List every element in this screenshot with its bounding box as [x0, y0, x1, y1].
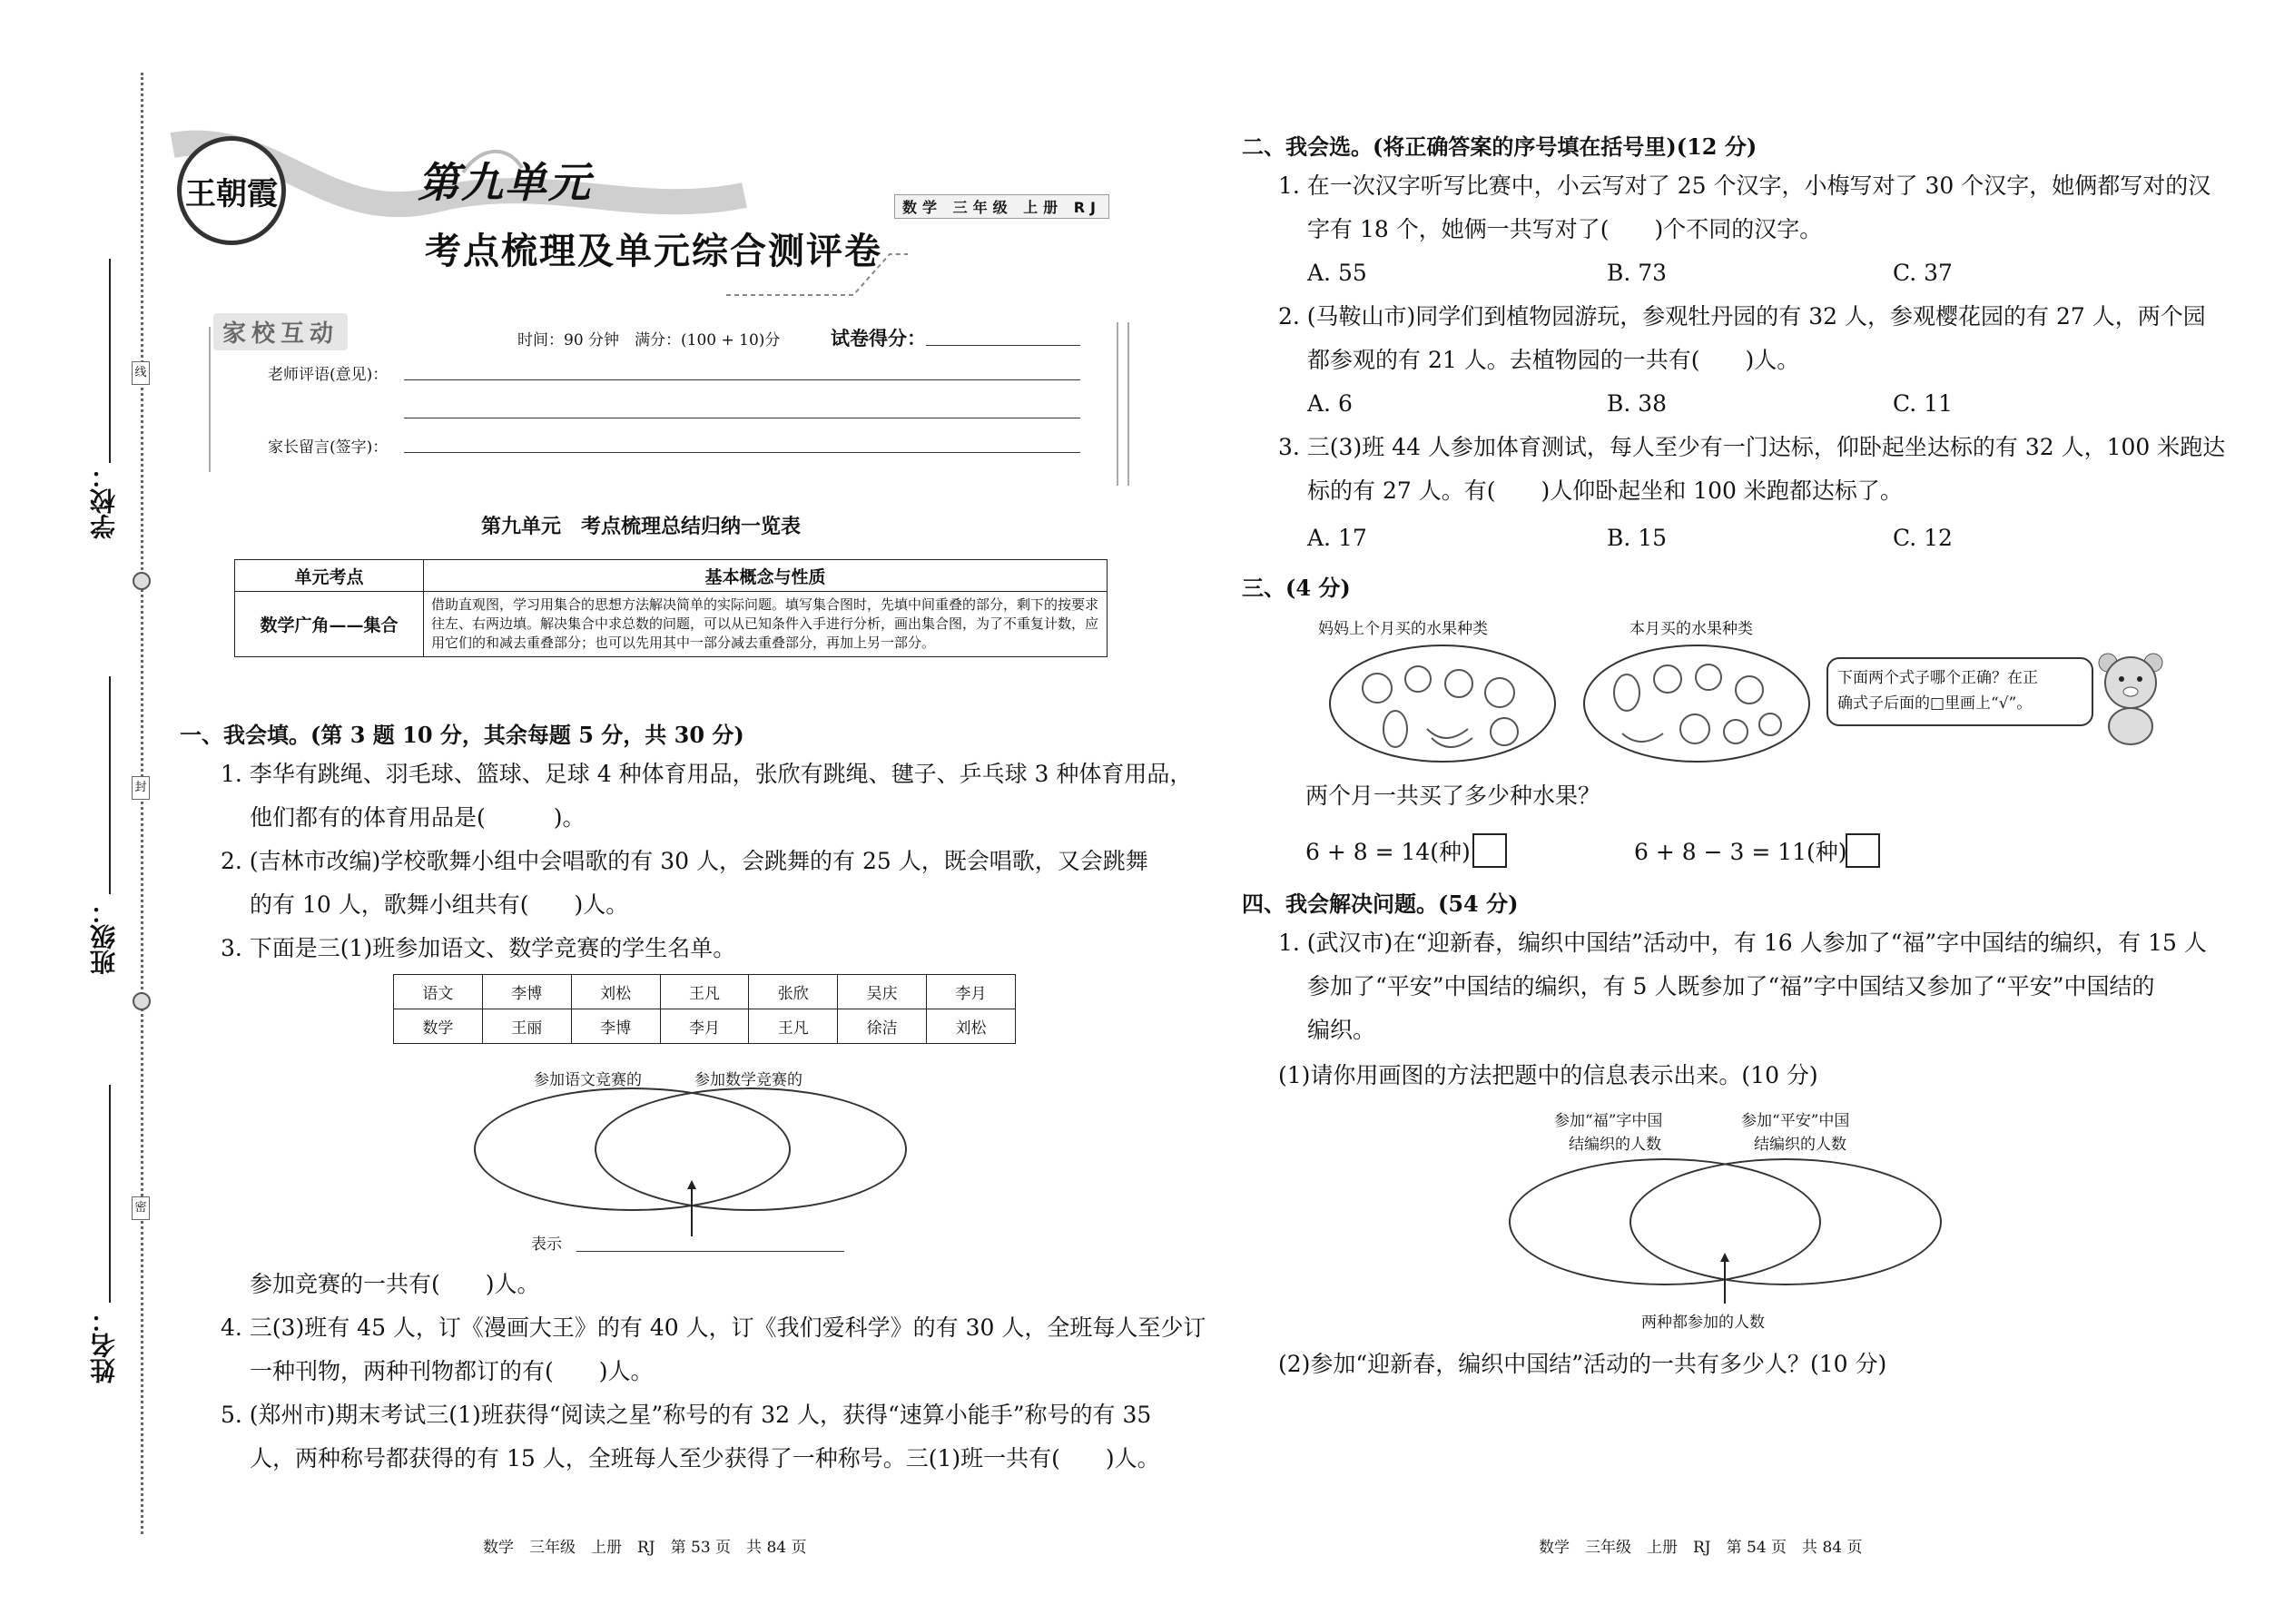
summary-content: 借助直观图，学习用集合的思想方法解决简单的实际问题。填写集合图时，先填中间重叠的部分，剩下的按要求往左、右两边填。解决集合中求总数的问题，可以从已知条件入手进行分析，画出集合图，为了不重复计数，应用它们的和减去重叠部分；也可以先用其中一部分减去重叠部分，再加上另一部分。 [424, 592, 1108, 657]
table-cell: 李月 [660, 1009, 749, 1044]
venn2-label-fu-line1: 参加“福”字中国 [1554, 1112, 1663, 1130]
class-field[interactable] [109, 676, 111, 894]
venn2-arrow-icon [1716, 1253, 1734, 1305]
table-cell: 刘松 [927, 1009, 1016, 1044]
fruit-this-month-oval [1581, 643, 1813, 765]
footer-page-54: 数学 三年级 上册 RJ 第 54 页 共 84 页 [1539, 1539, 1863, 1557]
class-label: 班级： [89, 899, 119, 975]
s4-q1-line2: 参加了“平安”中国结的编织，有 5 人既参加了“福”字中国结又参加了“平安”中国结的 [1307, 973, 2155, 999]
teacher-comment-label: 老师评语(意见)： [268, 366, 389, 384]
venn1-indicate-label: 表示 [531, 1235, 562, 1254]
s1-q1-line2: 他们都有的体育用品是( )。 [250, 804, 586, 831]
parent-comment-label: 家长留言(签字)： [268, 438, 389, 457]
s2-q3-line1: 3. 三(3)班 44 人参加体育测试，每人至少有一门达标，仰卧起坐达标的有 32 人，100 米跑达 [1278, 434, 2226, 460]
binding-hole-icon [133, 572, 151, 590]
binding-dotted-line [141, 73, 143, 1534]
table-cell: 王凡 [749, 1009, 838, 1044]
s4-sub1: (1)请你用画图的方法把题中的信息表示出来。(10 分) [1278, 1062, 1818, 1088]
table-cell: 张欣 [749, 975, 838, 1009]
venn2-label-fu-line2: 结编织的人数 [1569, 1136, 1661, 1154]
table-cell: 李月 [927, 975, 1016, 1009]
s2-q2-line1: 2. (马鞍山市)同学们到植物园游玩，参观牡丹园的有 32 人，参观樱花园的有 27 人，两个园 [1278, 303, 2206, 330]
s2-q1-line2: 字有 18 个，她俩一共写对了( )个不同的汉字。 [1307, 216, 1823, 242]
venn1-arrow-icon [683, 1180, 701, 1238]
s2-q2-line2: 都参观的有 21 人。去植物园的一共有( )人。 [1307, 347, 1800, 373]
s1-q4-line1: 4. 三(3)班有 45 人，订《漫画大王》的有 40 人，订《我们爱科学》的有 30 人，全班每人至少订 [221, 1314, 1206, 1341]
s2-q2-option-b[interactable]: B. 38 [1607, 390, 1668, 417]
s1-q5-line1: 5. (郑州市)期末考试三(1)班获得“阅读之星”称号的有 32 人，获得“速算小能手”称号的有 35 [221, 1402, 1152, 1428]
fruit-last-month-label: 妈妈上个月买的水果种类 [1318, 620, 1488, 638]
s1-q5-line2: 人，两种称号都获得的有 15 人，全班每人至少获得了一种称号。三(1)班一共有( )人。 [250, 1445, 1160, 1471]
fruit-this-month-label: 本月买的水果种类 [1629, 620, 1753, 638]
venn1-indicate-field[interactable] [576, 1251, 844, 1252]
table-cell: 徐洁 [838, 1009, 927, 1044]
unit-title: 第九单元 [418, 158, 592, 207]
publisher-logo: 王朝霞 [177, 136, 286, 245]
home-school-bracket-right [1117, 322, 1129, 486]
section3-heading: 三、(4 分) [1242, 575, 1351, 601]
table-cell: 王丽 [482, 1009, 571, 1044]
home-school-bracket [209, 327, 229, 472]
venn2-both-label: 两种都参加的人数 [1641, 1314, 1765, 1332]
table-cell: 李博 [482, 975, 571, 1009]
venn2-label-pingan-line1: 参加“平安”中国 [1741, 1112, 1850, 1130]
expression-1: 6 + 8 = 14(种) [1305, 839, 1471, 865]
teacher-comment-field[interactable] [404, 379, 1080, 380]
summary-topic: 数学广角——集合 [235, 592, 424, 657]
contest-name-table [393, 974, 1016, 1044]
s4-q1-line3: 编织。 [1307, 1017, 1376, 1043]
expression-2: 6 + 8 − 3 = 11(种) [1634, 839, 1847, 865]
summary-title: 第九单元 考点梳理总结归纳一览表 [481, 515, 802, 538]
s4-sub2: (2)参加“迎新春，编织中国结”活动的一共有多少人？(10 分) [1278, 1351, 1887, 1377]
home-school-badge: 家校互动 [213, 313, 348, 350]
s2-q2-option-a[interactable]: A. 6 [1307, 390, 1353, 417]
table-cell: 语文 [394, 975, 483, 1009]
s1-q2-line1: 2. (吉林市改编)学校歌舞小组中会唱歌的有 30 人，会跳舞的有 25 人，既会唱歌，又会跳舞 [221, 848, 1148, 874]
section2-heading: 二、我会选。(将正确答案的序号填在括号里)(12 分) [1242, 133, 1757, 160]
s2-q3-line2: 标的有 27 人。有( )人仰卧起坐和 100 米跑都达标了。 [1307, 477, 1903, 504]
venn1-label-math: 参加数学竞赛的 [694, 1071, 802, 1089]
venn2-circle-pingan[interactable] [1629, 1158, 1942, 1285]
fruit-question: 两个月一共买了多少种水果？ [1305, 782, 1601, 809]
summary-col-topic: 单元考点 [235, 560, 424, 592]
s1-q1-line1: 1. 李华有跳绳、羽毛球、篮球、足球 4 种体育用品，张欣有跳绳、毽子、乒乓球 3 种体育用品， [221, 761, 1193, 787]
s2-q1-option-a[interactable]: A. 55 [1307, 260, 1367, 286]
table-cell: 李博 [571, 1009, 660, 1044]
s2-q3-option-c[interactable]: C. 12 [1893, 525, 1953, 551]
table-cell: 吴庆 [838, 975, 927, 1009]
venn1-label-chinese: 参加语文竞赛的 [534, 1071, 642, 1089]
s1-q3-line1: 3. 下面是三(1)班参加语文、数学竞赛的学生名单。 [221, 935, 736, 961]
table-cell: 王凡 [660, 975, 749, 1009]
s2-q2-option-c[interactable]: C. 11 [1893, 390, 1953, 417]
binding-mark-seal: 封 [132, 776, 150, 800]
name-label: 姓名： [89, 1307, 119, 1383]
s2-q3-option-b[interactable]: B. 15 [1607, 525, 1668, 551]
s2-q1-option-c[interactable]: C. 37 [1893, 260, 1953, 286]
score-field[interactable] [926, 345, 1080, 346]
binding-hole-icon [133, 992, 151, 1010]
exam-title: 考点梳理及单元综合测评卷 [425, 230, 882, 272]
expression-1-checkbox[interactable] [1472, 833, 1507, 868]
s1-q3-line2: 参加竞赛的一共有( )人。 [250, 1271, 540, 1297]
score-label: 试卷得分： [831, 327, 926, 349]
binding-mark-line: 线 [132, 361, 150, 385]
hint-line2: 确式子后面的□里画上“√”。 [1837, 694, 2033, 713]
fruit-last-month-oval [1327, 643, 1559, 765]
s2-q1-line1: 1. 在一次汉字听写比赛中，小云写对了 25 个汉字，小梅写对了 30 个汉字，她俩都写对的汉 [1278, 172, 2211, 199]
parent-comment-field[interactable] [404, 452, 1080, 453]
expression-2-checkbox[interactable] [1846, 833, 1880, 868]
time-and-score: 时间：90 分钟 满分：(100 + 10)分 [517, 331, 781, 349]
section1-heading: 一、我会填。(第 3 题 10 分，其余每题 5 分，共 30 分) [180, 722, 744, 748]
s2-q3-option-a[interactable]: A. 17 [1307, 525, 1367, 551]
summary-table [234, 559, 1108, 657]
school-label: 学校： [89, 463, 119, 539]
venn1-circle-math[interactable] [595, 1088, 907, 1211]
summary-col-concept: 基本概念与性质 [424, 560, 1108, 592]
section4-heading: 四、我会解决问题。(54 分) [1242, 891, 1519, 917]
school-field[interactable] [109, 259, 111, 463]
s1-q2-line2: 的有 10 人，歌舞小组共有( )人。 [250, 891, 629, 918]
s1-q4-line2: 一种刊物，两种刊物都订的有( )人。 [250, 1358, 654, 1384]
name-field[interactable] [109, 1085, 111, 1303]
footer-page-53: 数学 三年级 上册 RJ 第 53 页 共 84 页 [483, 1539, 807, 1557]
table-cell: 刘松 [571, 975, 660, 1009]
s2-q1-option-b[interactable]: B. 73 [1607, 260, 1668, 286]
bear-mascot-icon [2088, 646, 2174, 746]
table-cell: 数学 [394, 1009, 483, 1044]
binding-mark-secret: 密 [132, 1196, 150, 1220]
venn2-label-pingan-line2: 结编织的人数 [1754, 1136, 1846, 1154]
hint-line1: 下面两个式子哪个正确？在正 [1837, 669, 2038, 687]
subject-grade-tag: 数学 三年级 上册 RJ [894, 194, 1109, 219]
s4-q1-line1: 1. (武汉市)在“迎新春，编织中国结”活动中，有 16 人参加了“福”字中国结的编织，有 15 人 [1278, 930, 2207, 956]
